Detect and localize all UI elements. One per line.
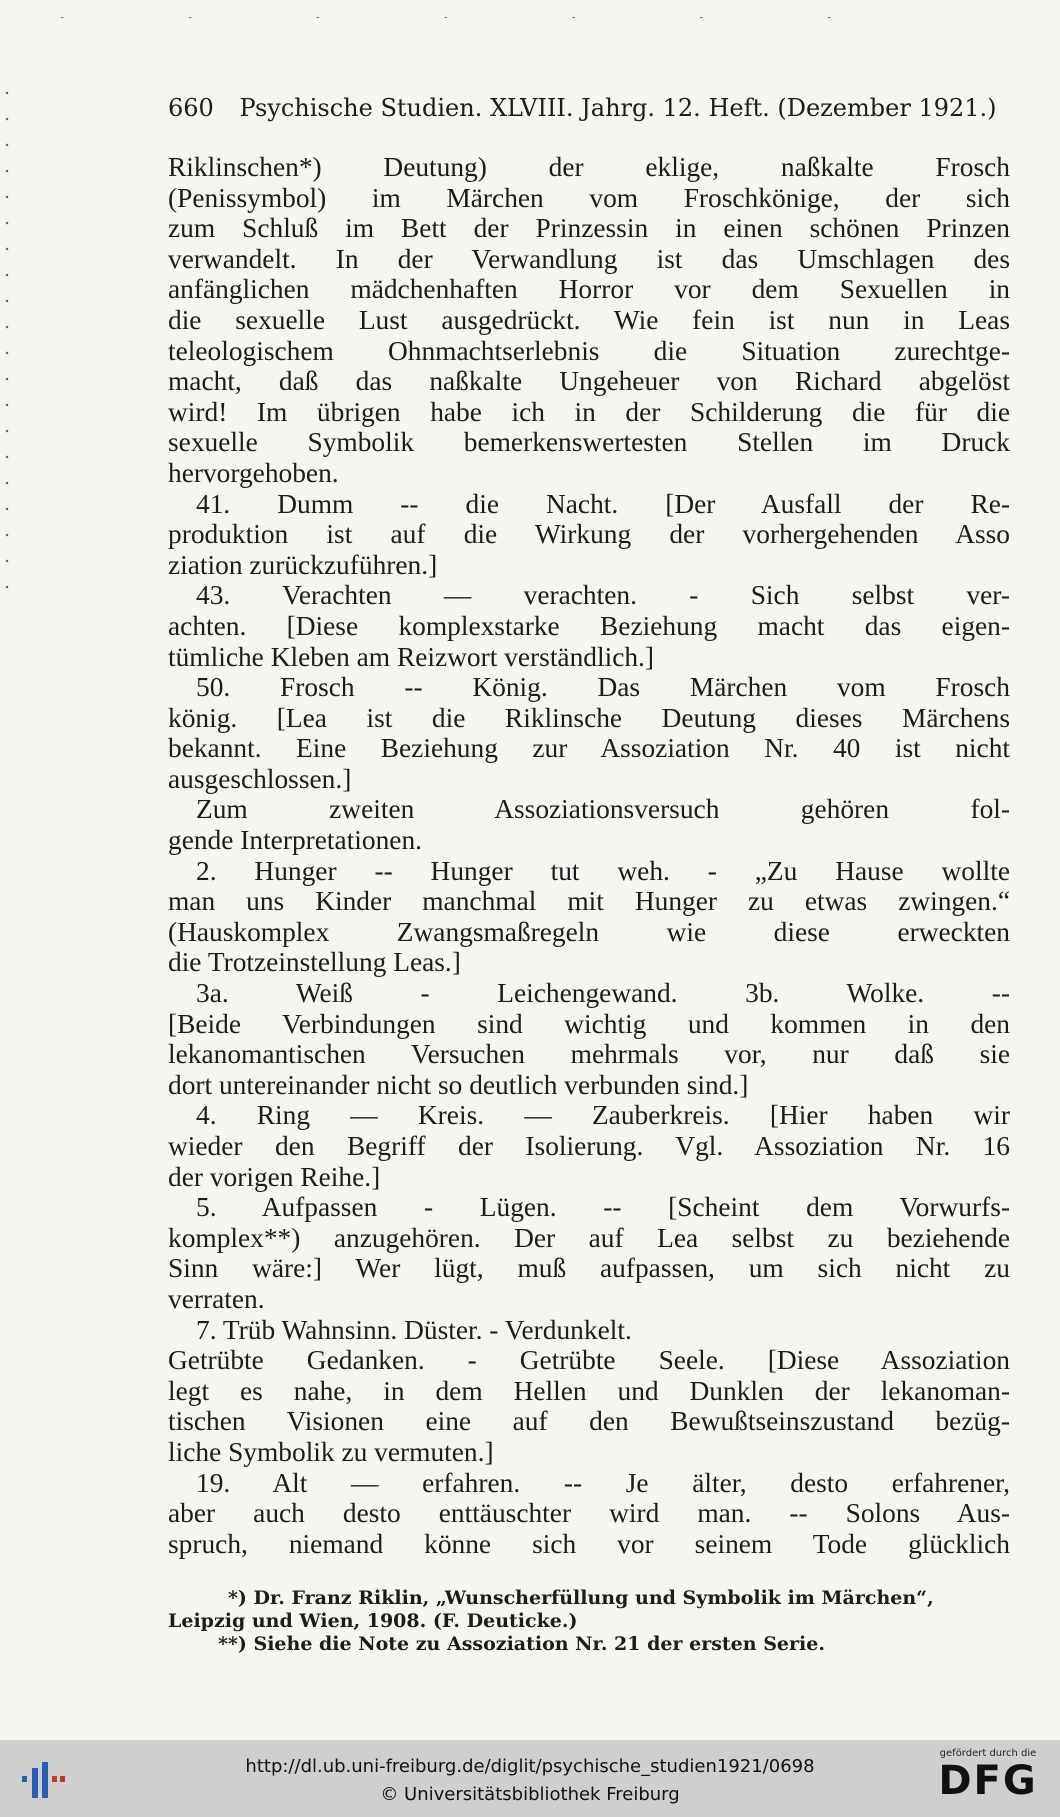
text-line: spruch, niemand könne sich vor seinem Tode glücklich (168, 1528, 1010, 1559)
text-line: (Hauskomplex Zwangsmaßregeln wie diese erweckten (168, 916, 1010, 947)
text-line: dort untereinander nicht so deutlich verbunden sind.] (168, 1069, 749, 1100)
text-line: wieder den Begriff der Isolierung. Vgl. Assoziation Nr. 16 (168, 1131, 1010, 1161)
text-line: 4. Ring — Kreis. — Zauberkreis. [Hier haben wir (196, 1100, 1010, 1131)
text-line: liche Symbolik zu vermuten.] (168, 1436, 494, 1467)
text-line: 19. Alt — erfahren. -- Je älter, desto erfahrener, (196, 1467, 1010, 1498)
dfg-wordmark: DFG (938, 1758, 1038, 1804)
text-line: man uns Kinder manchmal mit Hunger zu etwas zwingen.“ (168, 886, 1010, 917)
text-line: bekannt. Eine Beziehung zur Assoziation Nr. 40 ist nicht (168, 733, 1010, 764)
dfg-logo (928, 1748, 1048, 1803)
text-line: Zum zweiten Assoziationsversuch gehören fol- (196, 794, 1010, 825)
footnote: *) Dr. Franz Riklin, „Wunscherfüllung und Symbolik im Märchen“, (228, 1587, 934, 1609)
text-line: sexuelle Symbolik bemerkenswertesten Stellen im Druck (168, 427, 1010, 458)
text-line: ziation zurückzuführen.] (168, 549, 438, 580)
text-line: aber auch desto enttäuschter wird man. -- Solons Aus- (168, 1498, 1010, 1529)
text-line: achten. [Diese komplexstarke Beziehung macht das eigen- (168, 610, 1010, 641)
text-line: könig. [Lea ist die Riklinsche Deutung dieses Märchens (168, 702, 1010, 733)
text-line: 3a. Weiß - Leichengewand. 3b. Wolke. -- (196, 978, 1010, 1009)
text-line: anfänglichen mädchenhaften Horror vor dem Sexuellen in (168, 274, 1010, 305)
text-line: verraten. (168, 1283, 265, 1314)
text-line: tischen Visionen eine auf den Bewußtseinszustand bezüg- (168, 1406, 1010, 1437)
text-line: verwandelt. In der Verwandlung ist das Umschlagen des (168, 243, 1010, 274)
text-line: 2. Hunger -- Hunger tut weh. - „Zu Hause wollte (196, 855, 1010, 886)
text-line: Sinn wäre:] Wer lügt, muß aufpassen, um sich nicht zu (168, 1253, 1010, 1284)
text-line: die sexuelle Lust ausgedrückt. Wie fein ist nun in Leas (168, 304, 1010, 335)
text-line: 50. Frosch -- König. Das Märchen vom Frosch (196, 672, 1010, 703)
text-line: Getrübte Gedanken. - Getrübte Seele. [Diese Assoziation (168, 1345, 1010, 1376)
text-line: (Penissymbol) im Märchen vom Froschkönige, der sich (168, 182, 1010, 213)
text-line: Riklinschen*) Deutung) der eklige, naßkalte Frosch (168, 152, 1010, 182)
body-text (168, 152, 1010, 1559)
text-line: lekanomantischen Versuchen mehrmals vor, nur daß sie (168, 1039, 1010, 1070)
text-line: teleologischem Ohnmachtserlebnis die Situation zurechtge- (168, 335, 1010, 366)
text-line: tümliche Kleben am Reizwort verständlich.] (168, 641, 655, 672)
text-line: 41. Dumm -- die Nacht. [Der Ausfall der Re- (196, 488, 1010, 519)
text-line: gende Interpretationen. (168, 825, 423, 856)
text-line: komplex**) anzugehören. Der auf Lea selbst zu beziehende (168, 1222, 1010, 1253)
source-url-link[interactable]: http://dl.ub.uni-freiburg.de/diglit/psychische_studien1921/0698 (245, 1756, 815, 1777)
text-line: ausgeschlossen.] (168, 763, 352, 794)
text-line: 43. Verachten — verachten. - Sich selbst ver- (196, 580, 1010, 611)
text-line: macht, daß das naßkalte Ungeheuer von Richard abgelöst (168, 366, 1010, 397)
text-line: wird! Im übrigen habe ich in der Schilderung die für die (168, 396, 1010, 427)
copyright-notice: © Universitätsbibliothek Freiburg (380, 1784, 680, 1805)
text-line: die Trotzeinstellung Leas.] (168, 947, 461, 978)
scan-artifacts: - - - - - - - (60, 10, 892, 24)
page-number: 660 (168, 94, 214, 122)
dfg-caption: gefördert durch die (939, 1748, 1037, 1759)
text-line: legt es nahe, in dem Hellen und Dunklen der lekanoman- (168, 1375, 1010, 1406)
journal-title: Psychische Studien. XLVIII. Jahrg. 12. Heft. (Dezember 1921.) (239, 94, 997, 122)
text-line: zum Schluß im Bett der Prinzessin in einen schönen Prinzen (168, 213, 1010, 244)
footnote: **) Siehe die Note zu Assoziation Nr. 21 der ersten Serie. (218, 1633, 825, 1655)
text-line: 7. Trüb Wahnsinn. Düster. - Verdunkelt. (196, 1314, 632, 1345)
viewer-footer (0, 1740, 1060, 1817)
text-line: 5. Aufpassen - Lügen. -- [Scheint dem Vorwurfs- (196, 1192, 1010, 1223)
text-line: [Beide Verbindungen sind wichtig und kommen in den (168, 1008, 1010, 1039)
footnotes (168, 1587, 1010, 1656)
running-header (168, 94, 1008, 122)
footnote: Leipzig und Wien, 1908. (F. Deuticke.) (168, 1610, 578, 1632)
binding-margin-dots (4, 80, 10, 600)
text-line: hervorgehoben. (168, 457, 339, 488)
text-line: produktion ist auf die Wirkung der vorhergehenden Asso (168, 519, 1010, 550)
text-line: der vorigen Reihe.] (168, 1161, 381, 1192)
